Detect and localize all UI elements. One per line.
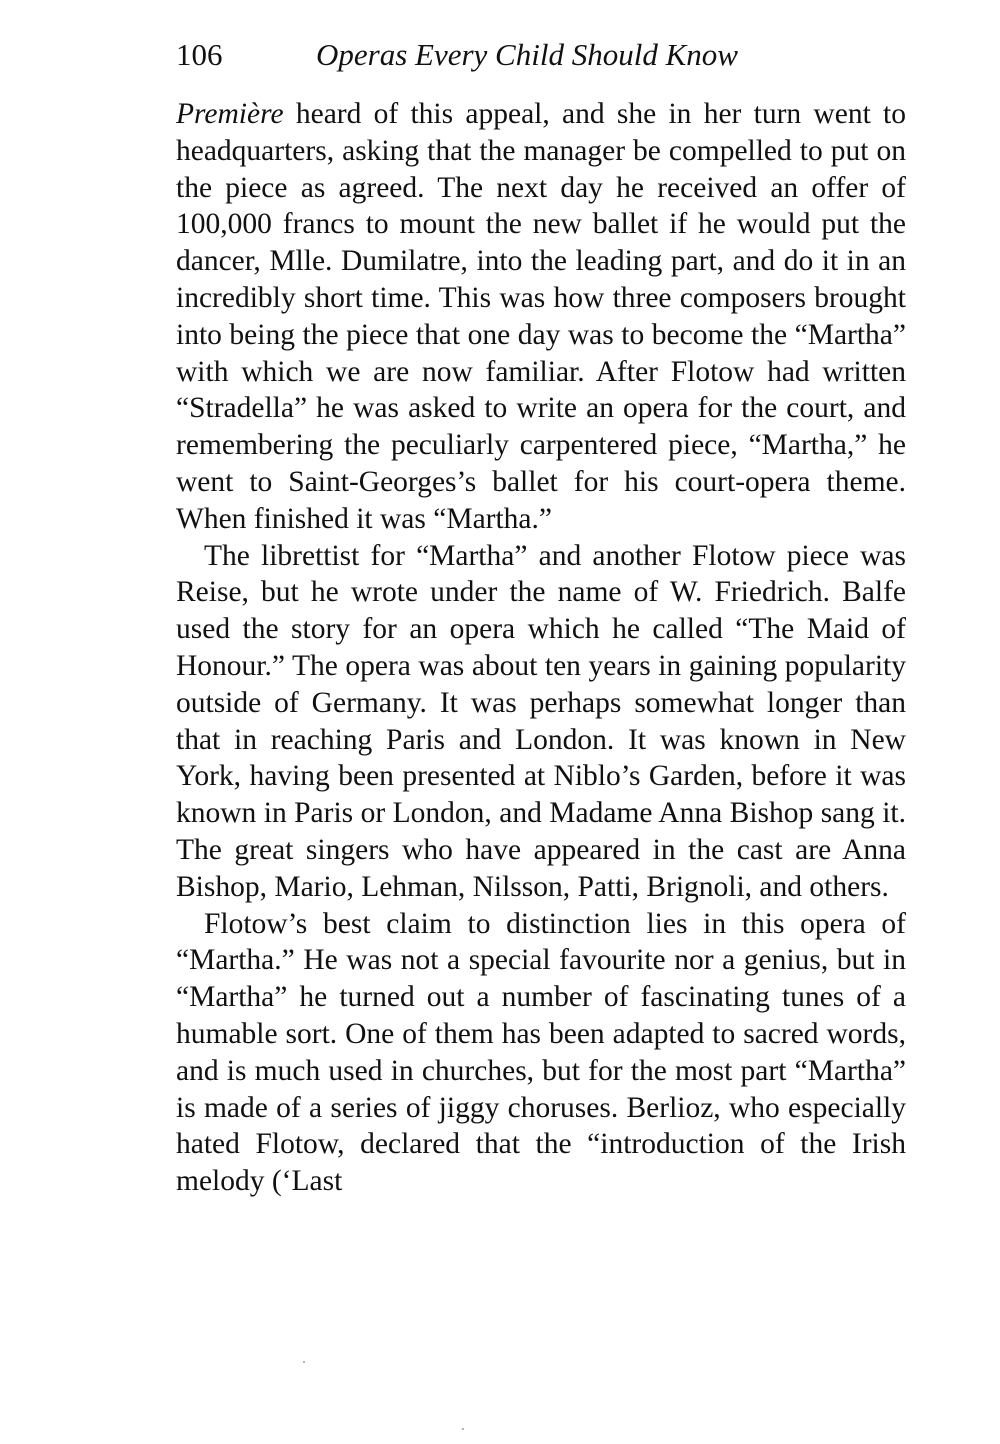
page-header [176,30,908,80]
scan-speck [462,1428,464,1430]
paragraph-text: The librettist for “Martha” and another Flotow piece was Reise, but he wrote under the name of W. Friedrich. Balfe used the story for an opera which he called “The Maid of Honour.” The opera was about ten years in gaining popularity outside of Germany. It was perhaps somewhat longer than that in reaching Paris and London. It was known in New York, having been presented at Niblo’s Garden, before it was known in Paris or London, and Madame Anna Bishop sang it. The great singers who have appeared in the cast are Anna Bishop, Mario, Lehman, Nilsson, Patti, Brignoli, and others. [176,539,906,903]
paragraph [176,906,906,1200]
body-text [176,96,906,1200]
paragraph-text: Flotow’s best claim to distinction lies in this opera of “Martha.” He was not a special favourite nor a genius, but in “Martha” he turned out a number of fascinating tunes of a humable sort. One of them has been adapted to sacred words, and is much used in churches, but for the most part “Martha” is made of a series of jiggy choruses. Berlioz, who especially hated Flotow, declared that the “introduction of the Irish melody (‘Last [176,907,906,1198]
italic-lead-word: Première [176,98,284,130]
page-number: 106 [176,37,223,72]
running-title: Operas Every Child Should Know [316,37,738,72]
paragraph [176,538,906,906]
paragraph-text: heard of this appeal, and she in her turn went to headquarters, asking that the manager be compelled to put on the piece as agreed. The next day he received an offer of 100,000 francs to mount the new ballet if he would put the dancer, Mlle. Dumilatre, into the leading part, and do it in an incredibly short time. This was how three composers brought into being the piece that one day was to become the “Martha” with which we are now familiar. After Flotow had written “Stradella” he was asked to write an opera for the court, and remembering the peculiarly carpentered piece, “Martha,” he went to Saint-Georges’s ballet for his court-opera theme. When finished it was “Martha.” [176,98,906,535]
paragraph [176,96,906,538]
scan-speck [303,1361,305,1363]
